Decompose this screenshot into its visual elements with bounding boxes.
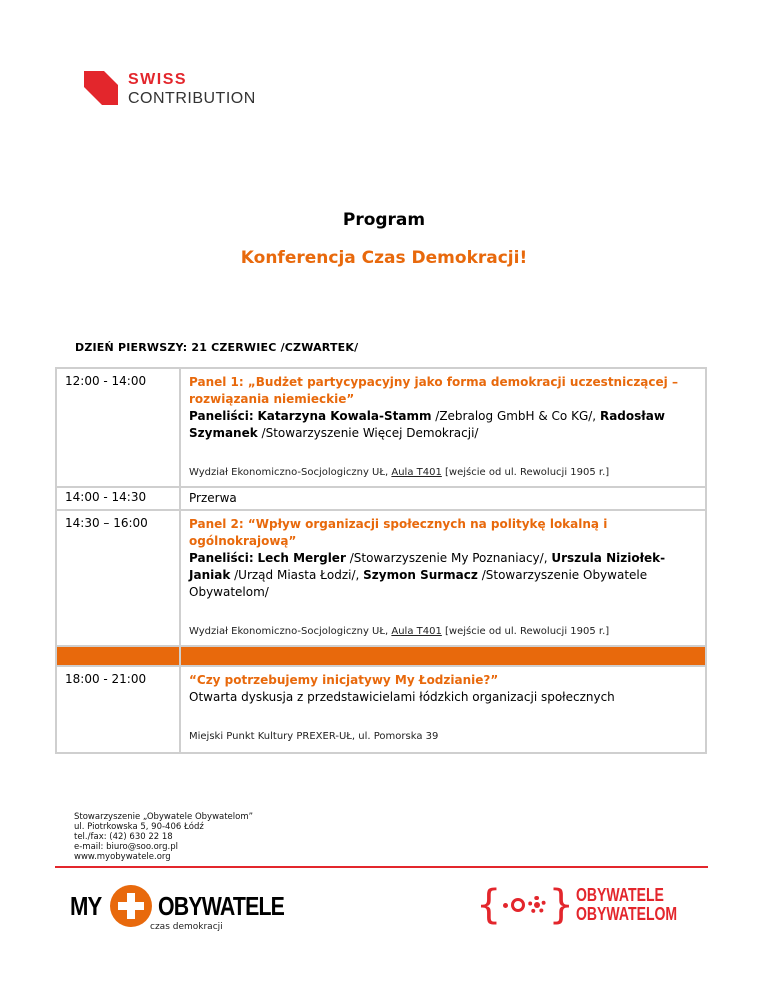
- swiss-logo-mark-icon: [84, 71, 118, 105]
- content-cell: [181, 667, 705, 752]
- panelists: Paneliści: Katarzyna Kowala-Stamm /Zebralog GmbH & Co KG/, Radosław Szymanek /Stowarzyszenie Więcej Demokracji/: [189, 409, 665, 440]
- break-label: Przerwa: [189, 491, 237, 505]
- brace-close-icon: }: [548, 882, 574, 928]
- room-link: Aula T401: [391, 626, 442, 637]
- schedule-row: [57, 486, 705, 509]
- logo-line2: CONTRIBUTION: [128, 90, 256, 107]
- panelist-name: Lech Mergler: [257, 551, 346, 565]
- room-link: Aula T401: [391, 467, 442, 478]
- location: Wydział Ekonomiczno-Socjologiczny UŁ, Aula T401 [wejście od ul. Rewolucji 1905 r.]: [189, 467, 610, 478]
- dot-icon: [503, 903, 508, 908]
- panel-title: Panel 1: „Budżet partycypacyjny jako forma demokracji uczestniczącej – rozwiązania niemieckie”: [189, 375, 678, 406]
- logo-tagline: czas demokracji: [150, 922, 223, 932]
- logo-line1: SWISS: [128, 71, 188, 88]
- footer-email: e-mail: biuro@soo.org.pl: [74, 842, 179, 852]
- panelist-name: Szymon Surmacz: [363, 568, 478, 582]
- panelist-org: /Stowarzyszenie My Poznaniacy/,: [349, 551, 548, 565]
- schedule-row: [57, 665, 705, 752]
- cross-icon: [110, 885, 152, 927]
- schedule-row: [57, 369, 705, 486]
- panel-title: “Czy potrzebujemy inicjatywy My Łodzianie?”: [189, 673, 499, 687]
- footer-website: www.myobywatele.org: [74, 852, 171, 862]
- page-title: Program: [342, 210, 426, 230]
- event-description: Otwarta dyskusja z przedstawicielami łódzkich organizacji społecznych: [189, 690, 615, 704]
- time-cell: 12:00 - 14:00: [57, 369, 181, 486]
- footer-address: Stowarzyszenie „Obywatele Obywatelom” ul. Piotrkowska 5, 90-406 Łódź tel./fax: (42) 630 22 18 e-mail: biuro@soo.org.pl www.myobywatele.org: [74, 812, 254, 862]
- footer-divider: [55, 866, 708, 868]
- swiss-contribution-logo: [84, 71, 256, 105]
- conference-title: Konferencja Czas Demokracji!: [240, 248, 528, 268]
- content-cell: [181, 369, 705, 486]
- panelist-org: /Zebralog GmbH & Co KG/,: [435, 409, 597, 423]
- panel-title: Panel 2: “Wpływ organizacji społecznych na politykę lokalną i ogólnokrajową”: [189, 517, 608, 548]
- panelist-org: /Stowarzyszenie Więcej Demokracji/: [261, 426, 479, 440]
- location: Wydział Ekonomiczno-Socjologiczny UŁ, Aula T401 [wejście od ul. Rewolucji 1905 r.]: [189, 626, 610, 637]
- my-obywatele-logo: MY OBYWATELE: [70, 884, 312, 928]
- ring-icon: [511, 898, 525, 912]
- location: Miejski Punkt Kultury PREXER-UŁ, ul. Pomorska 39: [189, 731, 439, 742]
- panelist-name: Radosław Szymanek: [189, 409, 665, 440]
- content-cell: [181, 511, 705, 645]
- panelist-org: /Urząd Miasta Łodzi/,: [234, 568, 360, 582]
- day-heading: DZIEŃ PIERWSZY: 21 CZERWIEC /CZWARTEK/: [75, 341, 359, 354]
- schedule-table: [55, 367, 707, 754]
- panelist-name: Katarzyna Kowala-Stamm: [257, 409, 432, 423]
- time-cell: 14:30 – 16:00: [57, 511, 181, 645]
- obywatele-obywatelom-logo: { } OBYWATELE OBYWATELOM: [476, 882, 678, 928]
- gear-icon: [528, 896, 546, 914]
- schedule-separator: [57, 645, 705, 665]
- panelists: Paneliści: Lech Mergler /Stowarzyszenie My Poznaniacy/, Urszula Niziołek-Janiak /Urząd Miasta Łodzi/, Szymon Surmacz /Stowarzyszenie Obywatele Obywatelom/: [189, 551, 666, 599]
- schedule-row: [57, 509, 705, 645]
- time-cell: 14:00 - 14:30: [57, 488, 181, 509]
- time-cell: 18:00 - 21:00: [57, 667, 181, 752]
- panelist-name: Urszula Niziołek-Janiak: [189, 551, 666, 582]
- brace-open-icon: {: [476, 882, 502, 928]
- panelist-org: /Stowarzyszenie Obywatele Obywatelom/: [189, 568, 648, 599]
